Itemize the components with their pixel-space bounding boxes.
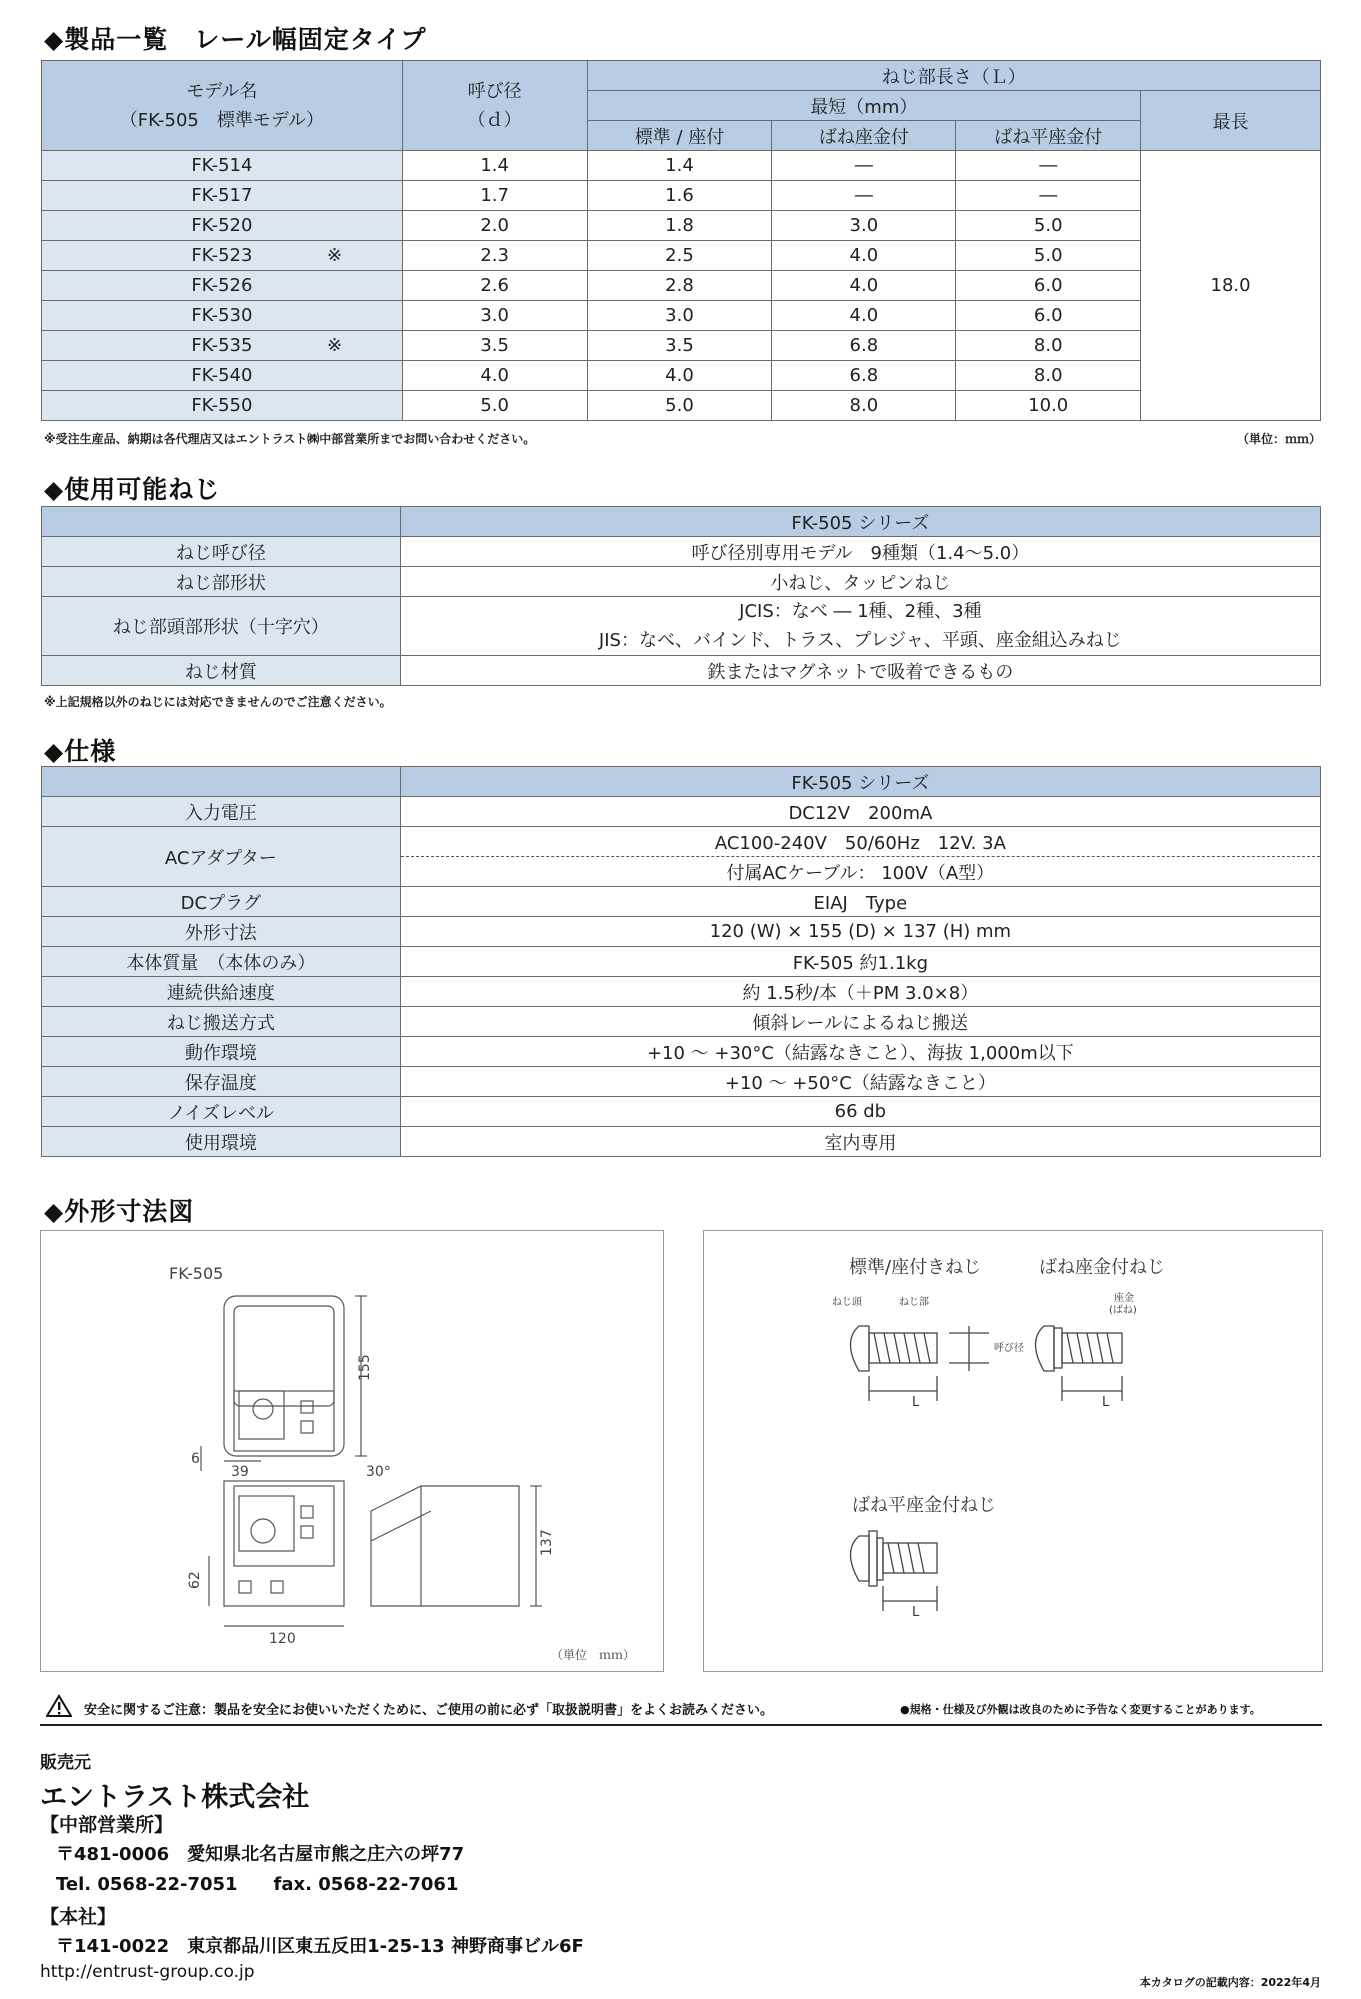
device-drawing-svg bbox=[41, 1231, 663, 1671]
row-label: ねじ部頭部形状（十字穴） bbox=[42, 597, 401, 656]
model-name: FK-550 bbox=[191, 395, 253, 416]
screw-flat-title: ばね平座金付ねじ bbox=[852, 1495, 996, 1516]
cell-dia: 2.6 bbox=[402, 271, 587, 301]
cell-flat: ― bbox=[956, 151, 1141, 181]
model-name: FK-517 bbox=[191, 185, 253, 206]
cell-dia: 2.3 bbox=[402, 241, 587, 271]
row-value: 付属ACケーブル： 100V（A型） bbox=[400, 857, 1320, 887]
cell-spring: ― bbox=[772, 181, 956, 211]
model-name: FK-535 bbox=[191, 335, 253, 356]
cell-spring: 8.0 bbox=[772, 391, 956, 421]
dim-155: 155 bbox=[357, 1354, 373, 1381]
row-value: FK-505 約1.1kg bbox=[400, 947, 1320, 977]
model-name: FK-526 bbox=[191, 275, 253, 296]
table-row bbox=[42, 271, 1321, 301]
row-value: AC100-240V 50/60Hz 12V. 3A bbox=[400, 827, 1320, 857]
seller-label: 販売元 bbox=[40, 1753, 91, 1773]
header-std: 標準 / 座付 bbox=[587, 121, 772, 151]
row-label: ねじ材質 bbox=[42, 656, 401, 686]
screw-thread-label: ねじ部 bbox=[899, 1297, 929, 1308]
cell-flat: 8.0 bbox=[956, 331, 1141, 361]
blank-cell bbox=[42, 507, 401, 537]
screw-std-title: 標準/座付きねじ bbox=[849, 1257, 982, 1278]
cell-std: 3.0 bbox=[587, 301, 772, 331]
cell-dia: 3.5 bbox=[402, 331, 587, 361]
spec-table bbox=[41, 766, 1321, 1157]
order-mark: ※ bbox=[327, 335, 343, 356]
row-label: ノイズレベル bbox=[42, 1097, 401, 1127]
row-label: ACアダプター bbox=[42, 827, 401, 887]
row-value: 傾斜レールによるねじ搬送 bbox=[400, 1007, 1320, 1037]
series-header: FK-505 シリーズ bbox=[400, 507, 1320, 537]
cell-max: 18.0 bbox=[1141, 151, 1321, 421]
header-diameter-sublabel: （ｄ） bbox=[467, 109, 522, 131]
cell-std: 3.5 bbox=[587, 331, 772, 361]
row-value: 室内専用 bbox=[400, 1127, 1320, 1157]
cell-dia: 1.7 bbox=[402, 181, 587, 211]
cell-model bbox=[42, 331, 403, 361]
washer-label: 座金 bbox=[1114, 1293, 1134, 1304]
section-title-products: ◆製品一覧 レール幅固定タイプ bbox=[44, 25, 427, 54]
device-side-outline bbox=[371, 1486, 519, 1606]
header-flat: ばね平座金付 bbox=[956, 121, 1141, 151]
cell-flat: ― bbox=[956, 181, 1141, 211]
cell-spring: 4.0 bbox=[772, 271, 956, 301]
table-row bbox=[42, 361, 1321, 391]
table-row bbox=[42, 331, 1321, 361]
row-value: +10 ～ +30°C（結露なきこと）、海抜 1,000m以下 bbox=[400, 1037, 1320, 1067]
row-label: 入力電圧 bbox=[42, 797, 401, 827]
dim-6: 6 bbox=[191, 1451, 200, 1467]
row-label: DCプラグ bbox=[42, 887, 401, 917]
safety-note: 安全に関するご注意：製品を安全にお使いいただくために、ご使用の前に必ず「取扱説明書」をよくお読みください。 bbox=[84, 1703, 774, 1718]
drawing-model-label: FK-505 bbox=[169, 1264, 224, 1283]
header-model bbox=[42, 61, 403, 151]
screws-table bbox=[41, 506, 1321, 686]
company-name: エントラスト株式会社 bbox=[40, 1782, 310, 1813]
len-label-spring: L bbox=[1102, 1395, 1110, 1410]
catalog-date: 本カタログの記載内容：2022年4月 bbox=[1139, 1976, 1321, 1989]
row-value: DC12V 200mA bbox=[400, 797, 1320, 827]
row-label: ねじ部形状 bbox=[42, 567, 401, 597]
row-value-line2: JIS：なべ、バインド、トラス、プレジャ、平頭、座金組込みねじ bbox=[598, 630, 1122, 651]
blank-cell bbox=[42, 767, 401, 797]
cell-model bbox=[42, 361, 403, 391]
washer-sublabel: (ばね) bbox=[1109, 1305, 1137, 1316]
table-row bbox=[42, 241, 1321, 271]
row-label: ねじ搬送方式 bbox=[42, 1007, 401, 1037]
row-label: 保存温度 bbox=[42, 1067, 401, 1097]
screws-note: ※上記規格以外のねじには対応できませんのでご注意ください。 bbox=[44, 695, 392, 709]
cell-dia: 3.0 bbox=[402, 301, 587, 331]
len-label-std: L bbox=[912, 1395, 920, 1410]
cell-model bbox=[42, 241, 403, 271]
model-name: FK-530 bbox=[191, 305, 253, 326]
cell-std: 4.0 bbox=[587, 361, 772, 391]
cell-std: 2.5 bbox=[587, 241, 772, 271]
hq-address: 〒141-0022 東京都品川区東五反田1-25-13 神野商事ビル6F bbox=[56, 1936, 584, 1957]
branch-address: 〒481-0006 愛知県北名古屋市熊之庄六の坪77 bbox=[56, 1844, 465, 1865]
header-spring: ばね座金付 bbox=[772, 121, 956, 151]
row-value: 66 db bbox=[400, 1097, 1320, 1127]
cell-std: 2.8 bbox=[587, 271, 772, 301]
row-label: ねじ呼び径 bbox=[42, 537, 401, 567]
footer-divider bbox=[40, 1724, 1322, 1726]
cell-dia: 2.0 bbox=[402, 211, 587, 241]
row-label: 連続供給速度 bbox=[42, 977, 401, 1007]
branch-label: 【中部営業所】 bbox=[40, 1814, 174, 1836]
header-diameter bbox=[402, 61, 587, 151]
row-value: 呼び径別専用モデル 9種類（1.4～5.0） bbox=[400, 537, 1320, 567]
cell-std: 1.8 bbox=[587, 211, 772, 241]
row-value bbox=[400, 597, 1320, 656]
cell-std: 1.6 bbox=[587, 181, 772, 211]
cell-spring: 3.0 bbox=[772, 211, 956, 241]
section-title-drawing: ◆外形寸法図 bbox=[44, 1197, 195, 1226]
cell-flat: 10.0 bbox=[956, 391, 1141, 421]
dimension-drawing bbox=[40, 1230, 664, 1672]
dim-39: 39 bbox=[231, 1464, 249, 1480]
section-title-spec: ◆仕様 bbox=[44, 737, 117, 766]
cell-dia: 5.0 bbox=[402, 391, 587, 421]
row-value: EIAJ Type bbox=[400, 887, 1320, 917]
table-row bbox=[42, 211, 1321, 241]
section-title-screws: ◆使用可能ねじ bbox=[44, 475, 221, 504]
screw-spring-title: ばね座金付ねじ bbox=[1039, 1257, 1165, 1278]
screw-drawing bbox=[703, 1230, 1323, 1672]
hq-label: 【本社】 bbox=[40, 1906, 117, 1928]
cell-dia: 4.0 bbox=[402, 361, 587, 391]
row-value: 120 (W) × 155 (D) × 137 (H) mm bbox=[400, 917, 1320, 947]
branch-tel: Tel. 0568-22-7051 fax. 0568-22-7061 bbox=[56, 1874, 459, 1895]
cell-flat: 6.0 bbox=[956, 301, 1141, 331]
cell-spring: 6.8 bbox=[772, 331, 956, 361]
header-length: ねじ部長さ（Ｌ） bbox=[587, 61, 1320, 91]
model-name: FK-540 bbox=[191, 365, 253, 386]
table-row bbox=[42, 151, 1321, 181]
table-row bbox=[42, 301, 1321, 331]
screw-dia-label: 呼び径 bbox=[994, 1343, 1024, 1354]
products-note: ※受注生産品、納期は各代理店又はエントラスト㈱中部営業所までお問い合わせください。 bbox=[44, 432, 536, 446]
header-diameter-label: 呼び径 bbox=[467, 80, 522, 102]
row-label: 外形寸法 bbox=[42, 917, 401, 947]
row-value: 鉄またはマグネットで吸着できるもの bbox=[400, 656, 1320, 686]
warning-icon bbox=[46, 1694, 72, 1718]
header-model-sublabel: （FK-505 標準モデル） bbox=[119, 109, 324, 131]
cell-model bbox=[42, 181, 403, 211]
drawing-unit: （単位 ｍｍ） bbox=[551, 1648, 636, 1662]
unit-note: （単位：ｍｍ） bbox=[1236, 432, 1321, 446]
len-label-flat: L bbox=[912, 1605, 920, 1620]
model-name: FK-514 bbox=[191, 155, 253, 176]
products-table bbox=[41, 60, 1321, 421]
cell-spring: 6.8 bbox=[772, 361, 956, 391]
cell-flat: 8.0 bbox=[956, 361, 1141, 391]
order-mark: ※ bbox=[327, 245, 343, 266]
dim-62: 62 bbox=[187, 1571, 203, 1589]
dim-30: 30° bbox=[366, 1464, 391, 1480]
model-name: FK-520 bbox=[191, 215, 253, 236]
table-row bbox=[42, 391, 1321, 421]
model-name: FK-523 bbox=[191, 245, 253, 266]
screw-std-head bbox=[851, 1326, 870, 1371]
cell-std: 1.4 bbox=[587, 151, 772, 181]
cell-spring: 4.0 bbox=[772, 241, 956, 271]
table-header-row bbox=[42, 61, 1321, 91]
cell-model bbox=[42, 391, 403, 421]
website-url[interactable]: http://entrust-group.co.jp bbox=[40, 1962, 255, 1982]
cell-flat: 5.0 bbox=[956, 241, 1141, 271]
cell-std: 5.0 bbox=[587, 391, 772, 421]
table-row bbox=[42, 181, 1321, 211]
series-header: FK-505 シリーズ bbox=[400, 767, 1320, 797]
header-max: 最長 bbox=[1141, 91, 1321, 151]
row-label: 動作環境 bbox=[42, 1037, 401, 1067]
row-value: 約 1.5秒/本（＋PM 3.0×8） bbox=[400, 977, 1320, 1007]
cell-flat: 6.0 bbox=[956, 271, 1141, 301]
header-model-label: モデル名 bbox=[186, 80, 258, 102]
cell-model bbox=[42, 301, 403, 331]
cell-model bbox=[42, 151, 403, 181]
row-label: 使用環境 bbox=[42, 1127, 401, 1157]
header-min: 最短（mm） bbox=[587, 91, 1141, 121]
spec-change-note: ●規格・仕様及び外観は改良のために予告なく変更することがあります。 bbox=[900, 1703, 1261, 1716]
row-value: 小ねじ、タッピンねじ bbox=[400, 567, 1320, 597]
row-value-line1: JCIS：なべ ― 1種、2種、3種 bbox=[739, 601, 982, 622]
cell-model bbox=[42, 271, 403, 301]
cell-dia: 1.4 bbox=[402, 151, 587, 181]
row-label: 本体質量 （本体のみ） bbox=[42, 947, 401, 977]
cell-model bbox=[42, 211, 403, 241]
cell-flat: 5.0 bbox=[956, 211, 1141, 241]
screw-head-label: ねじ頭 bbox=[832, 1297, 862, 1308]
device-front-outline bbox=[224, 1481, 344, 1606]
cell-spring: ― bbox=[772, 151, 956, 181]
cell-spring: 4.0 bbox=[772, 301, 956, 331]
dim-120: 120 bbox=[269, 1631, 296, 1647]
dim-137: 137 bbox=[539, 1529, 555, 1556]
row-value: +10 ～ +50°C（結露なきこと） bbox=[400, 1067, 1320, 1097]
screw-drawing-svg bbox=[704, 1231, 1322, 1671]
